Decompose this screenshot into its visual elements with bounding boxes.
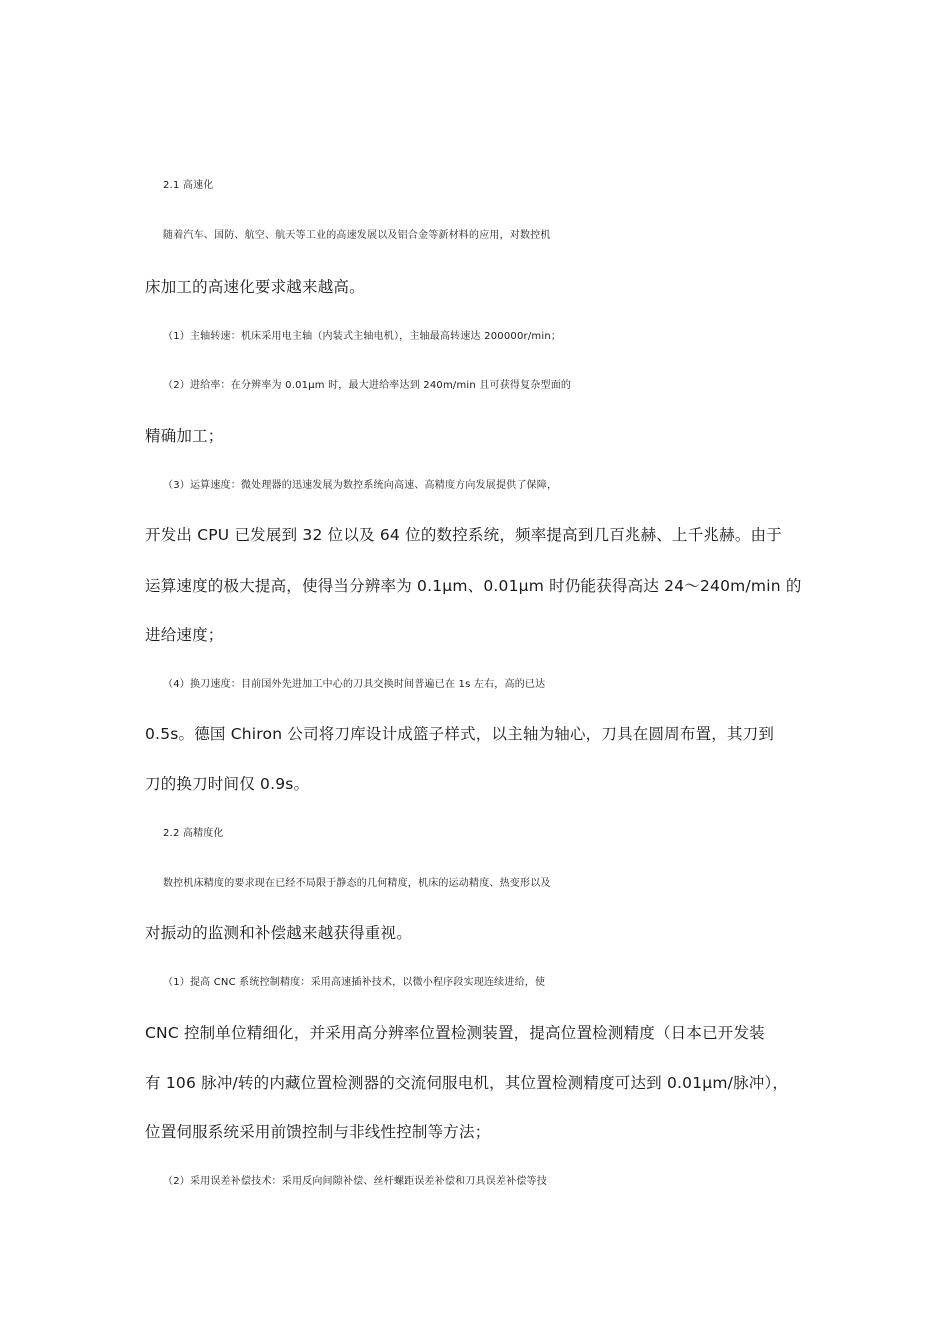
paragraph-line: 数控机床精度的要求现在已经不局限于静态的几何精度，机床的运动精度、热变形以及 bbox=[163, 878, 551, 889]
paragraph-line: 进给速度； bbox=[145, 626, 224, 644]
paragraph-line: 随着汽车、国防、航空、航天等工业的高速发展以及铝合金等新材料的应用，对数控机 bbox=[163, 230, 551, 241]
section-heading-2-2: 2.2 高精度化 bbox=[163, 828, 224, 839]
paragraph-line: 位置伺服系统采用前馈控制与非线性控制等方法； bbox=[145, 1123, 491, 1141]
paragraph-line: 运算速度的极大提高，使得当分辨率为 0.1μm、0.01μm 时仍能获得高达 24～240m/min 的 bbox=[145, 577, 802, 595]
paragraph-line: （2）采用误差补偿技术：采用反向间隙补偿、丝杆螺距误差补偿和刀具误差补偿等技 bbox=[163, 1176, 547, 1187]
section-heading-2-1: 2.1 高速化 bbox=[163, 180, 214, 191]
paragraph-line: CNC 控制单位精细化，并采用高分辨率位置检测装置，提高位置检测精度（日本已开发装 bbox=[145, 1024, 765, 1042]
paragraph-line: 床加工的高速化要求越来越高。 bbox=[145, 278, 365, 296]
paragraph-line: （4）换刀速度：目前国外先进加工中心的刀具交换时间普遍已在 1s 左右，高的已达 bbox=[163, 679, 546, 690]
paragraph-line: 开发出 CPU 已发展到 32 位以及 64 位的数控系统，频率提高到几百兆赫、上千兆赫。由于 bbox=[145, 526, 782, 544]
paragraph-line: （1）提高 CNC 系统控制精度：采用高速插补技术，以微小程序段实现连续进给，使 bbox=[163, 977, 546, 988]
paragraph-line: 刀的换刀时间仅 0.9s。 bbox=[145, 775, 310, 793]
paragraph-line: 精确加工； bbox=[145, 427, 224, 445]
paragraph-line: 对振动的监测和补偿越来越获得重视。 bbox=[145, 924, 412, 942]
paragraph-line: 0.5s。德国 Chiron 公司将刀库设计成篮子样式，以主轴为轴心，刀具在圆周布置，其刀到 bbox=[145, 725, 775, 743]
paragraph-line: （2）进给率：在分辨率为 0.01μm 时，最大进给率达到 240m/min 且可获得复杂型面的 bbox=[163, 380, 572, 391]
paragraph-line: （1）主轴转速：机床采用电主轴（内装式主轴电机），主轴最高转速达 200000r/min； bbox=[163, 331, 562, 342]
paragraph-line: 有 106 脉冲/转的内藏位置检测器的交流伺服电机，其位置检测精度可达到 0.01μm/脉冲）， bbox=[145, 1074, 789, 1092]
paragraph-line: （3）运算速度：微处理器的迅速发展为数控系统向高速、高精度方向发展提供了保障， bbox=[163, 480, 558, 491]
